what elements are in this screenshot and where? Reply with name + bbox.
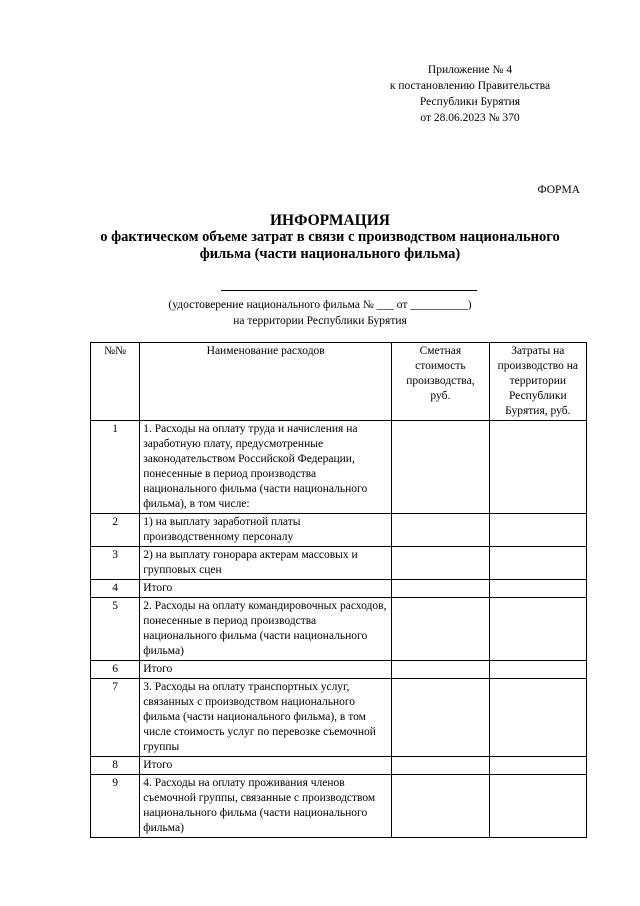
row-number: 6 [91, 661, 140, 679]
table-row [91, 661, 587, 679]
table-header-row [91, 343, 587, 421]
row-expense-name: 1. Расходы на оплату труда и начисления на заработную плату, предусмотренные законодательством Российской Федерации, понесенные в период производства национального фильма (части национального фильма), в том числе: [140, 421, 392, 514]
title-main: ИНФОРМАЦИЯ [270, 212, 390, 229]
title-line: о фактическом объеме затрат в связи с производством национального [100, 229, 560, 245]
row-expense-name: 1) на выплату заработной платы производственному персоналу [140, 514, 392, 547]
header-buryatia-costs: Затраты на производство на территории Республики Бурятия, руб. [489, 343, 586, 421]
certificate-line: (удостоверение национального фильма № ___ от __________) [168, 299, 472, 311]
certificate-block [90, 297, 550, 329]
buryatia-cost-cell[interactable] [489, 775, 586, 838]
row-number: 4 [91, 580, 140, 598]
row-number: 2 [91, 514, 140, 547]
header-expense-name: Наименование расходов [140, 343, 392, 421]
appendix-line: к постановлению Правительства [389, 80, 551, 92]
certificate-line: на территории Республики Бурятия [233, 315, 407, 327]
costs-table [90, 342, 587, 838]
buryatia-cost-cell[interactable] [489, 598, 586, 661]
appendix-line: от 28.06.2023 № 370 [420, 112, 520, 124]
table-row [91, 775, 587, 838]
estimated-cost-cell[interactable] [392, 421, 489, 514]
appendix-line: Республики Бурятия [419, 96, 521, 108]
row-number: 3 [91, 547, 140, 580]
buryatia-cost-cell[interactable] [489, 679, 586, 757]
table-row [91, 547, 587, 580]
table-row [91, 580, 587, 598]
table-row [91, 757, 587, 775]
estimated-cost-cell[interactable] [392, 757, 489, 775]
estimated-cost-cell[interactable] [392, 598, 489, 661]
blank-underline [221, 290, 477, 291]
title-line: фильма (части национального фильма) [199, 246, 461, 262]
row-expense-name: 2. Расходы на оплату командировочных расходов, понесенные в период производства национального фильма (части национального фильма) [140, 598, 392, 661]
row-number: 8 [91, 757, 140, 775]
buryatia-cost-cell[interactable] [489, 580, 586, 598]
buryatia-cost-cell[interactable] [489, 547, 586, 580]
row-number: 9 [91, 775, 140, 838]
row-expense-name: Итого [140, 661, 392, 679]
header-estimated-cost: Сметная стоимость производства, руб. [392, 343, 489, 421]
estimated-cost-cell[interactable] [392, 514, 489, 547]
buryatia-cost-cell[interactable] [489, 661, 586, 679]
row-expense-name: 3. Расходы на оплату транспортных услуг, связанных с производством национального фильма (части национального фильма), в том числе стоимость услуг по перевозке съемочной группы [140, 679, 392, 757]
document-title [60, 212, 600, 263]
row-expense-name: 4. Расходы на оплату проживания членов съемочной группы, связанные с производством национального фильма (части национального фильма) [140, 775, 392, 838]
row-expense-name: Итого [140, 757, 392, 775]
estimated-cost-cell[interactable] [392, 661, 489, 679]
row-expense-name: Итого [140, 580, 392, 598]
form-label: ФОРМА [537, 184, 580, 196]
buryatia-cost-cell[interactable] [489, 421, 586, 514]
buryatia-cost-cell[interactable] [489, 514, 586, 547]
appendix-line: Приложение № 4 [427, 64, 513, 76]
estimated-cost-cell[interactable] [392, 679, 489, 757]
estimated-cost-cell[interactable] [392, 580, 489, 598]
table-row [91, 421, 587, 514]
row-number: 7 [91, 679, 140, 757]
table-row [91, 598, 587, 661]
table-row [91, 679, 587, 757]
appendix-block [360, 62, 580, 126]
buryatia-cost-cell[interactable] [489, 757, 586, 775]
estimated-cost-cell[interactable] [392, 547, 489, 580]
row-expense-name: 2) на выплату гонорара актерам массовых и групповых сцен [140, 547, 392, 580]
header-number: №№ [91, 343, 140, 421]
row-number: 1 [91, 421, 140, 514]
row-number: 5 [91, 598, 140, 661]
table-row [91, 514, 587, 547]
estimated-cost-cell[interactable] [392, 775, 489, 838]
